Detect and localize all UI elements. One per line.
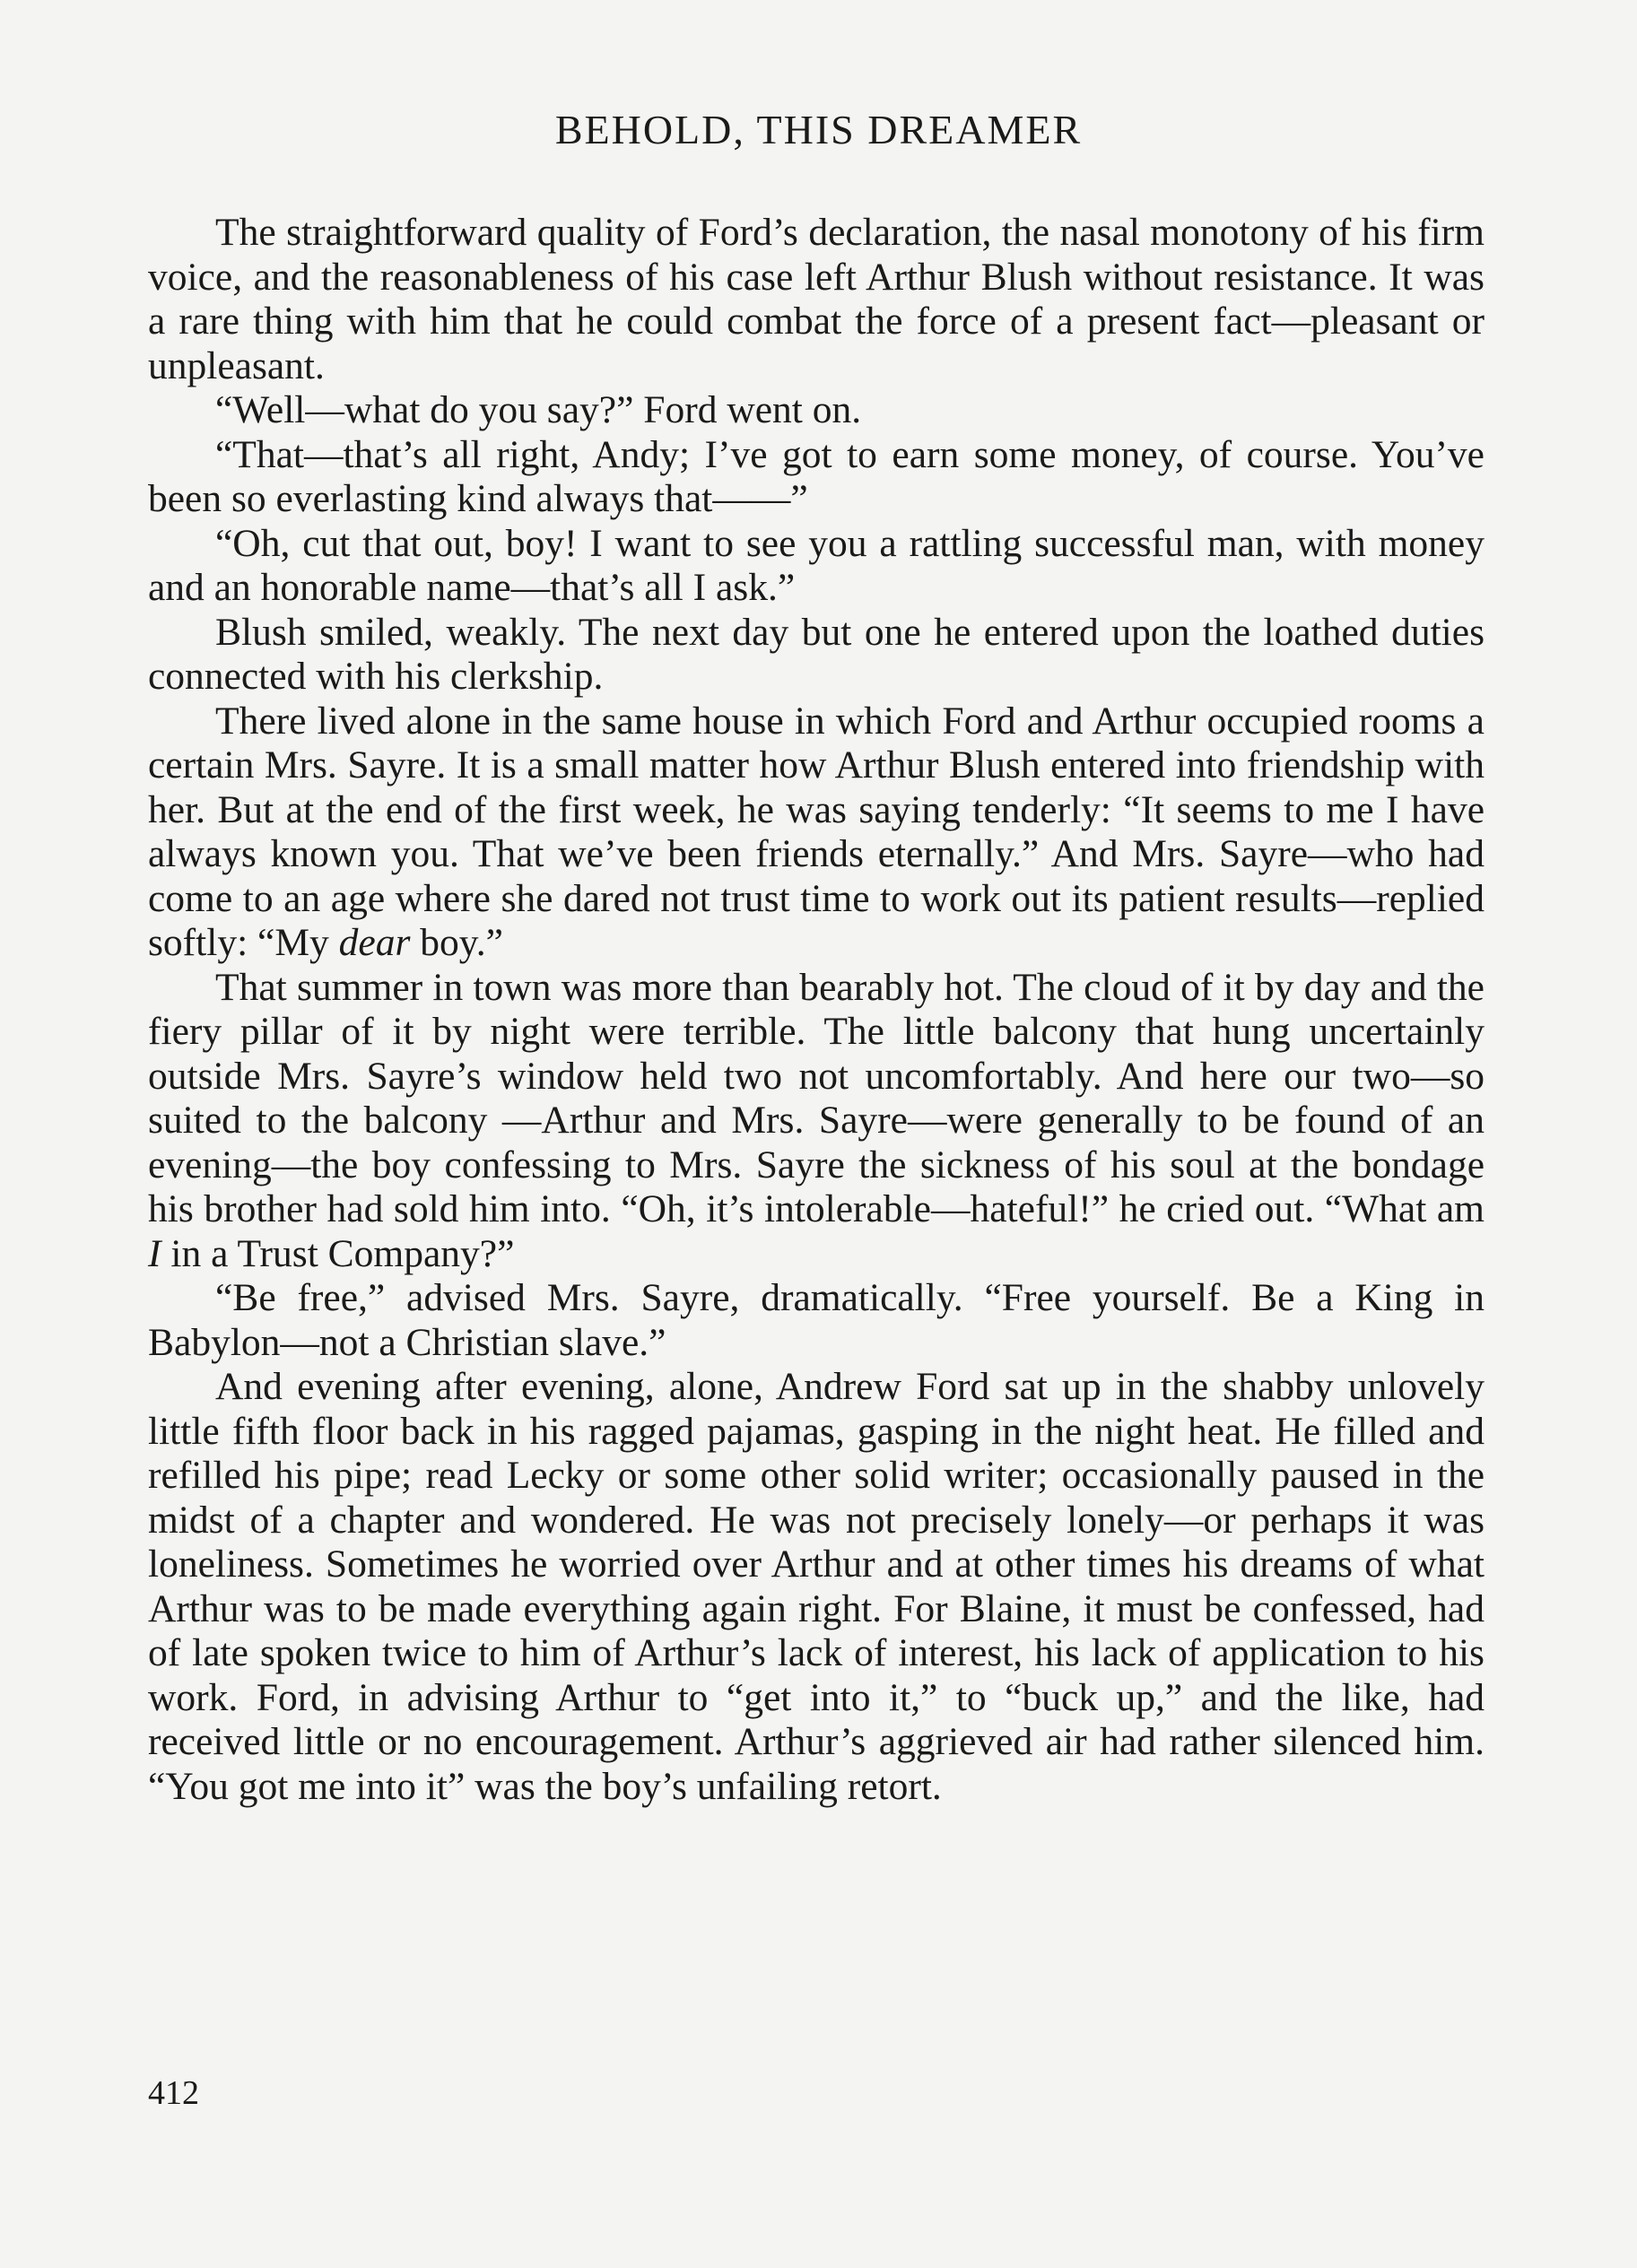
paragraph-8: “Be free,” advised Mrs. Sayre, dramatically. “Free yourself. Be a King in Babylon—not a Christian slave.”: [148, 1276, 1485, 1364]
running-head: BEHOLD, THIS DREAMER: [554, 107, 1083, 152]
paragraph-7-italic: I: [148, 1231, 161, 1275]
paragraph-2: “Well—what do you say?” Ford went on.: [215, 388, 862, 431]
paragraph-6: [148, 700, 1485, 966]
paragraph-6-text: There lived alone in the same house in which Ford and Arthur occupied rooms a certain Mrs. Sayre. It is a small matter how Arthur Blush entered into friendship with her. But at the end of the first week, he was saying tenderly: “It seems to me I have always known you. That we’ve been friends eternally.” And Mrs. Sayre—who had come to an age where she dared not trust time to work out its patient results—replied softly: “My: [148, 699, 1485, 964]
paragraph-1: The straightforward quality of Ford’s declaration, the nasal monotony of his firm voice, and the reasonableness of his case left Arthur Blush without resistance. It was a rare thing with him that he could combat the force of a present fact—pleasant or unpleasant.: [148, 211, 1485, 387]
page-number: 412: [148, 2074, 199, 2112]
paragraph-6-tail: boy.”: [410, 921, 503, 964]
paragraph-5: Blush smiled, weakly. The next day but one he entered upon the loathed duties connected with his clerkship.: [148, 610, 1485, 698]
body-text: [148, 211, 1485, 1809]
paragraph-7: [148, 966, 1485, 1277]
paragraph-7-tail: in a Trust Company?”: [161, 1231, 515, 1275]
paragraph-4: “Oh, cut that out, boy! I want to see you a rattling successful man, with money and an honorable name—that’s all I ask.”: [148, 521, 1485, 609]
paragraph-7-text: That summer in town was more than bearably hot. The cloud of it by day and the fiery pillar of it by night were terrible. The little balcony that hung uncertainly outside Mrs. Sayre’s window held two not uncomfortably. And here our two—so suited to the balcony —Arthur and Mrs. Sayre—were generally to be found of an evening—the boy confessing to Mrs. Sayre the sickness of his soul at the bondage his brother had sold him into. “Oh, it’s intolerable—hateful!” he cried out. “What am: [148, 965, 1485, 1230]
paragraph-3: “That—that’s all right, Andy; I’ve got to earn some money, of course. You’ve been so everlasting kind always that——”: [148, 432, 1485, 520]
paragraph-9: And evening after evening, alone, Andrew Ford sat up in the shabby unlovely little fifth floor back in his ragged pajamas, gasping in the night heat. He filled and refilled his pipe; read Lecky or some other solid writer; occasionally paused in the midst of a chapter and wondered. He was not precisely lonely—or perhaps it was loneliness. Sometimes he worried over Arthur and at other times his dreams of what Arthur was to be made everything again right. For Blaine, it must be confessed, had of late spoken twice to him of Arthur’s lack of interest, his lack of application to his work. Ford, in advising Arthur to “get into it,” to “buck up,” and the like, had received little or no encouragement. Arthur’s aggrieved air had rather silenced him. “You got me into it” was the boy’s unfailing retort.: [148, 1365, 1485, 1808]
paragraph-6-italic: dear: [338, 921, 411, 964]
